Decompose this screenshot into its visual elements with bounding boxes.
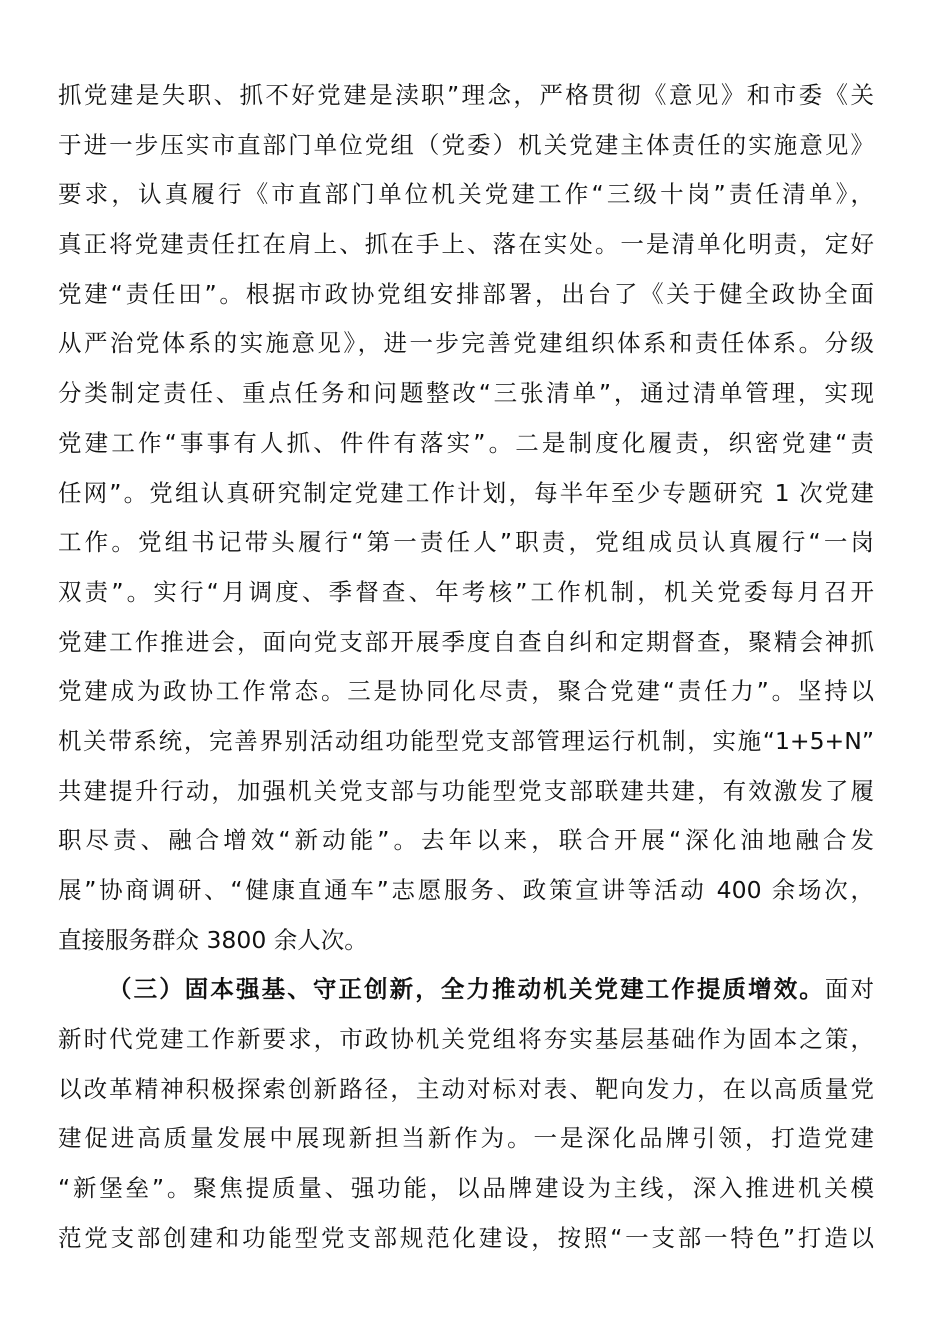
section-heading: （三）固本强基、守正创新，全力推动机关党建工作提质增效。	[108, 975, 825, 1004]
text-line: 展”协商调研、“健康直通车”志愿服务、政策宣讲等活动 400 余场次，	[58, 876, 874, 904]
text-line: 职尽责、融合增效“新动能”。去年以来，联合开展“深化油地融合发	[58, 826, 874, 855]
text-line: 双责”。实行“月调度、季督查、年考核”工作机制，机关党委每月召开	[58, 577, 874, 606]
text-line: 党建工作“事事有人抓、件件有落实”。二是制度化履责，织密党建“责	[58, 428, 874, 457]
text-line: 范党支部创建和功能型党支部规范化建设，按照“一支部一特色”打造以	[58, 1223, 874, 1252]
text-line: 党建成为政协工作常态。三是协同化尽责，聚合党建“责任力”。坚持以	[58, 677, 874, 706]
text-line: 真正将党建责任扛在肩上、抓在手上、落在实处。一是清单化明责，定好	[58, 230, 874, 259]
document-page	[58, 71, 874, 1264]
text-line: 任网”。党组认真研究制定党建工作计划，每半年至少专题研究 1 次党建	[58, 478, 874, 507]
text-line: 党建工作推进会，面向党支部开展季度自查自纠和定期督查，聚精会神抓	[58, 627, 874, 656]
heading-line-rest: 面对	[824, 975, 875, 1004]
paragraph-1	[58, 71, 874, 965]
text-line: 以改革精神积极探索创新路径，主动对标对表、靶向发力，在以高质量党	[58, 1074, 874, 1103]
text-line: 共建提升行动，加强机关党支部与功能型党支部联建共建，有效激发了履	[58, 776, 874, 805]
text-line: 建促进高质量发展中展现新担当新作为。一是深化品牌引领，打造党建	[58, 1124, 874, 1153]
text-line: 要求，认真履行《市直部门单位机关党建工作“三级十岗”责任清单》，	[58, 180, 874, 209]
text-line: 分类制定责任、重点任务和问题整改“三张清单”，通过清单管理，实现	[58, 379, 874, 408]
text-line: 直接服务群众 3800 余人次。	[58, 925, 368, 954]
text-line: 党建“责任田”。根据市政协党组安排部署，出台了《关于健全政协全面	[58, 279, 874, 308]
section-heading-line	[58, 965, 874, 1015]
text-line: 新时代党建工作新要求，市政协机关党组将夯实基层基础作为固本之策，	[58, 1025, 874, 1054]
text-line: 于进一步压实市直部门单位党组（党委）机关党建主体责任的实施意见》	[58, 130, 874, 159]
text-line: “新堡垒”。聚焦提质量、强功能，以品牌建设为主线，深入推进机关模	[58, 1174, 874, 1203]
text-line: 从严治党体系的实施意见》，进一步完善党建组织体系和责任体系。分级	[58, 329, 874, 358]
text-line: 抓党建是失职、抓不好党建是渎职”理念，严格贯彻《意见》和市委《关	[58, 81, 874, 109]
paragraph-2	[58, 965, 874, 1263]
text-line: 工作。党组书记带头履行“第一责任人”职责，党组成员认真履行“一岗	[58, 528, 874, 557]
text-line: 机关带系统，完善界别活动组功能型党支部管理运行机制，实施“1+5+N”	[58, 726, 874, 755]
